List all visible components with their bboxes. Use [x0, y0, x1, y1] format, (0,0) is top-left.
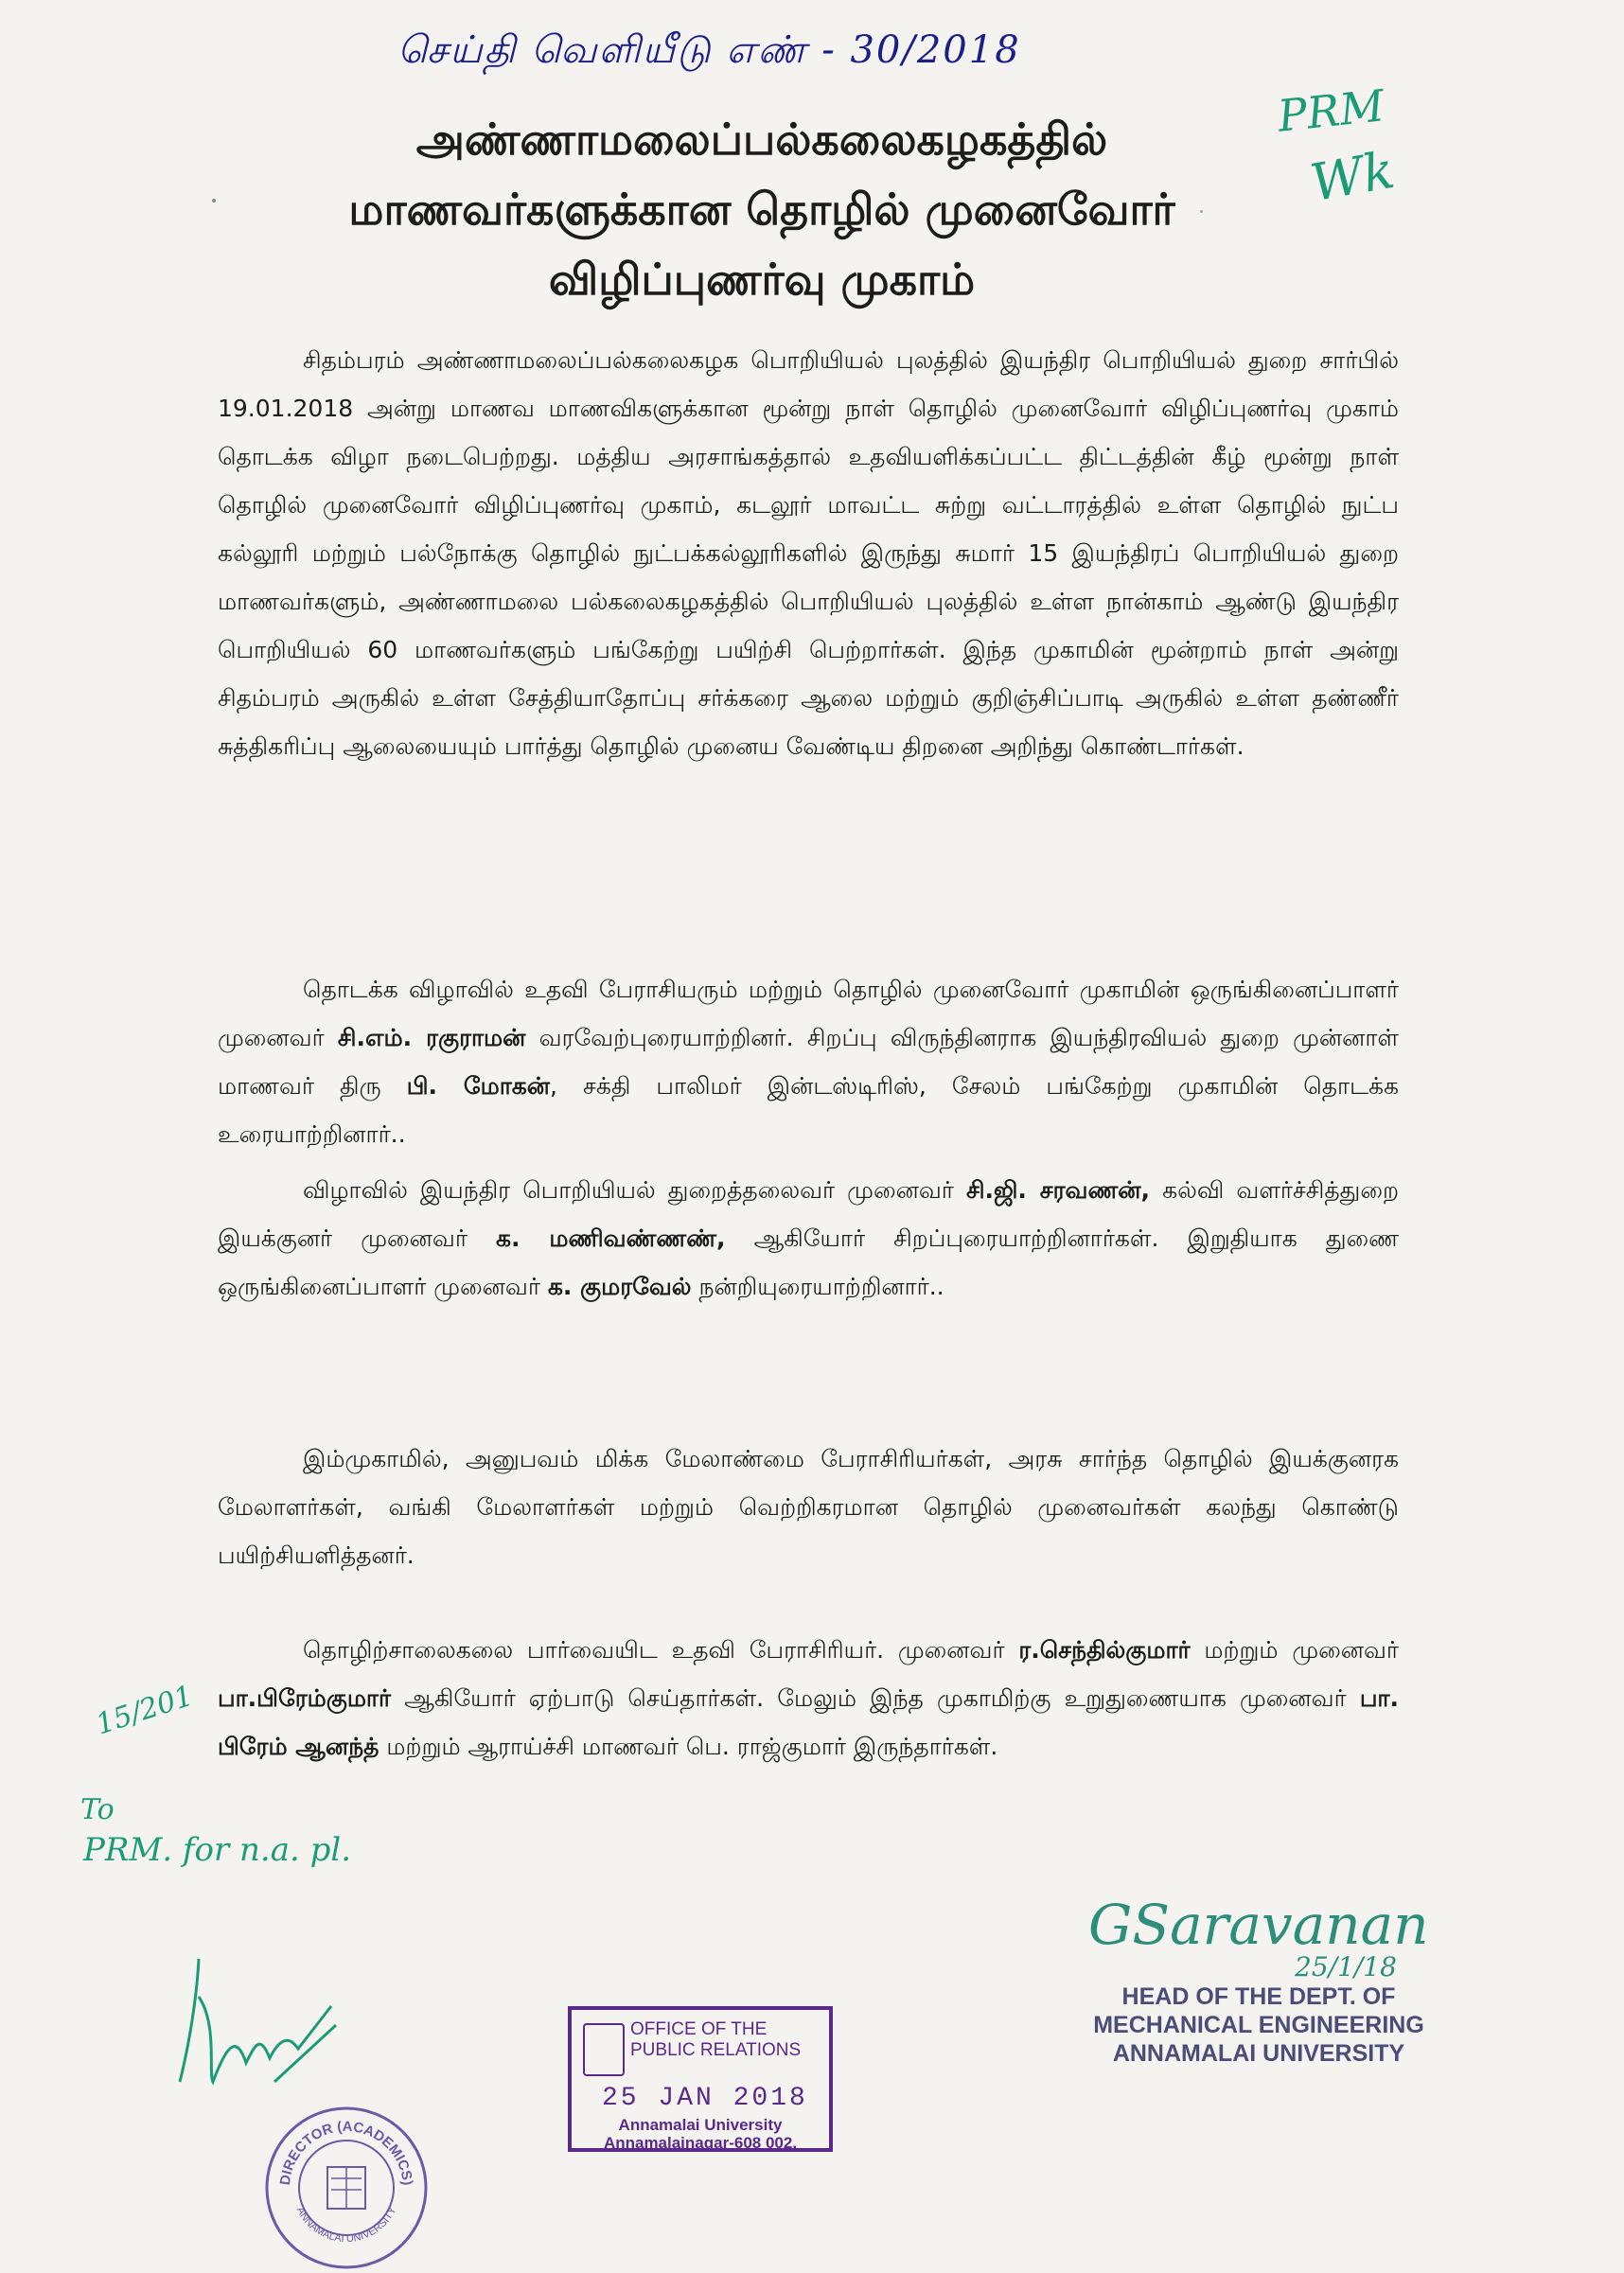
- university-emblem-icon: [583, 2023, 625, 2076]
- director-academics-seal: [261, 2103, 432, 2273]
- title-line: விழிப்புணர்வு முகாம்: [548, 254, 976, 305]
- paragraph-text: சிதம்பரம் அண்ணாமலைப்பல்கலைகழக பொறியியல் புலத்தில் இயந்திர பொறியியல் துறை சார்பில் 19.01.2018 அன்று மாணவ மாணவிகளுக்கான மூன்று நாள் தொழில் முனைவோர் விழிப்புணர்வு முகாம் தொடக்க விழா நடைபெற்றது. மத்திய அரசாங்கத்தால் உதவியளிக்கப்பட்ட திட்டத்தின் கீழ் மூன்று நாள் தொழில் முனைவோர் விழிப்புணர்வு முகாம், கடலூர் மாவட்ட சுற்று வட்டாரத்தில் உள்ள தொழில் நுட்ப கல்லூரி மற்றும் பல்நோக்கு தொழில் நுட்பக்கல்லூரிகளில் இருந்து சுமார் 15 இயந்திரப் பொறியியல் துறை மாணவர்களும், அண்ணாமலை பல்கலைகழகத்தில் பொறியியல் புலத்தில் உள்ள நான்காம் ஆண்டு இயந்திர பொறியியல் 60 மாணவர்களும் பங்கேற்று பயிற்சி பெற்றார்கள். இந்த முகாமின் மூன்றாம் நாள் அன்று சிதம்பரம் அருகில் உள்ள சேத்தியாதோப்பு சர்க்கரை ஆலை மற்றும் குறிஞ்சிப்பாடி அருகில் உள்ள தண்ணீர் சுத்திகரிப்பு ஆலையையும் பார்த்து தொழில் முனைய வேண்டிய திறனை அறிந்து கொண்டார்கள்.: [218, 346, 1399, 760]
- person-name: பி. மோகன்: [406, 1072, 551, 1100]
- person-name: சி.எம். ரகுராமன்: [337, 1024, 526, 1051]
- hod-signature: GSaravanan: [1088, 1893, 1429, 1957]
- stamp-office-line: OFFICE OF THE PUBLIC RELATIONS: [630, 2019, 802, 2060]
- handwritten-to-note: To: [80, 1793, 115, 1826]
- paragraph-training: [218, 1435, 1399, 1579]
- public-relations-stamp: [568, 2006, 833, 2152]
- page-title: [312, 104, 1211, 314]
- seal-text-bottom: ANNAMALAI UNIVERSITY: [293, 2205, 399, 2246]
- paragraph-organisers: தொழிற்சாலைகலை பார்வையிட உதவி பேராசிரியர். முனைவர் ர.செந்தில்குமார் மற்றும் முனைவர் பா.பிரேம்குமார் ஆகியோர் ஏற்பாடு செய்தார்கள். மேலும் இந்த முகாமிற்கு உறுதுணையாக முனைவர் பா. பிரேம் ஆனந்த் மற்றும் ஆராய்ச்சி மாணவர் பெ. ராஜ்குமார் இருந்தார்கள்.: [218, 1636, 1399, 1760]
- paragraph-inauguration: தொடக்க விழாவில் உதவி பேராசியரும் மற்றும் தொழில் முனைவோர் முகாமின் ஒருங்கினைப்பாளர் முனைவர் சி.எம். ரகுராமன் வரவேற்புரையாற்றினர். சிறப்பு விருந்தினராக இயந்திரவியல் துறை முன்னாள் மாணவர் திரு பி. மோகன், சக்தி பாலிமர் இன்டஸ்டிரிஸ், சேலம் பங்கேற்று முகாமின் தொடக்க உரையாற்றினார்..: [218, 976, 1399, 1148]
- hod-designation-stamp: HEAD OF THE DEPT. OF MECHANICAL ENGINEERING ANNAMALAI UNIVERSITY: [1093, 1983, 1424, 2067]
- stamp-organisation: Annamalai University Annamalainagar-608 002.: [603, 2116, 798, 2152]
- paragraph-text: இம்முகாமில், அனுபவம் மிக்க மேலாண்மை பேராசிரியர்கள், அரசு சார்ந்த தொழில் இயக்குனரக மேலாளர்கள், வங்கி மேலாளர்கள் மற்றும் வெற்றிகரமான தொழில் முனைவர்கள் கலந்து கொண்டு பயிற்சியளித்தனர்.: [218, 1445, 1399, 1569]
- person-name: க. மணிவண்ணண்,: [496, 1225, 726, 1252]
- handwritten-date-note: 15/201: [92, 1679, 198, 1742]
- seal-text-top: DIRECTOR (ACADEMICS): [276, 2118, 415, 2187]
- handwritten-prm-note: PRM: [1275, 79, 1387, 142]
- svg-text:ANNAMALAI UNIVERSITY: [294, 2205, 399, 2245]
- handwritten-initials: Wk: [1306, 139, 1400, 214]
- paragraph-intro: [218, 336, 1399, 770]
- title-line: மாணவர்களுக்கான தொழில் முனைவோர்: [348, 184, 1175, 235]
- person-name: பா.பிரேம்குமார்: [218, 1684, 392, 1712]
- paragraph-felicitation: விழாவில் இயந்திர பொறியியல் துறைத்தலைவர் முனைவர் சி.ஜி. சரவணன், கல்வி வளர்ச்சித்துறை இயக்குனர் முனைவர் க. மணிவண்ணண், ஆகியோர் சிறப்புரையாற்றினார்கள். இறுதியாக துணை ஒருங்கினைப்பாளர் முனைவர் க. குமரவேல் நன்றியுரையாற்றினார்..: [218, 1176, 1399, 1300]
- person-name: சி.ஜி. சரவணன்,: [965, 1176, 1151, 1204]
- person-name: க. குமரவேல்: [547, 1273, 692, 1300]
- director-signature: [170, 1940, 360, 2101]
- hod-signature-date: 25/1/18: [1295, 1951, 1397, 1982]
- scan-speck: [212, 199, 216, 203]
- person-name: பா. பிரேம் ஆனந்த்: [218, 1684, 1399, 1760]
- stamp-date: 25 JAN 2018: [602, 2084, 808, 2113]
- person-name: ர.செந்தில்குமார்: [1018, 1636, 1191, 1664]
- handwritten-forward-note: PRM. for n.a. pl.: [83, 1831, 352, 1869]
- handwritten-press-release-number: செய்தி வெளியீடு எண் - 30/2018: [397, 28, 1021, 72]
- title-line: அண்ணாமலைப்பல்கலைகழகத்தில்: [415, 114, 1108, 165]
